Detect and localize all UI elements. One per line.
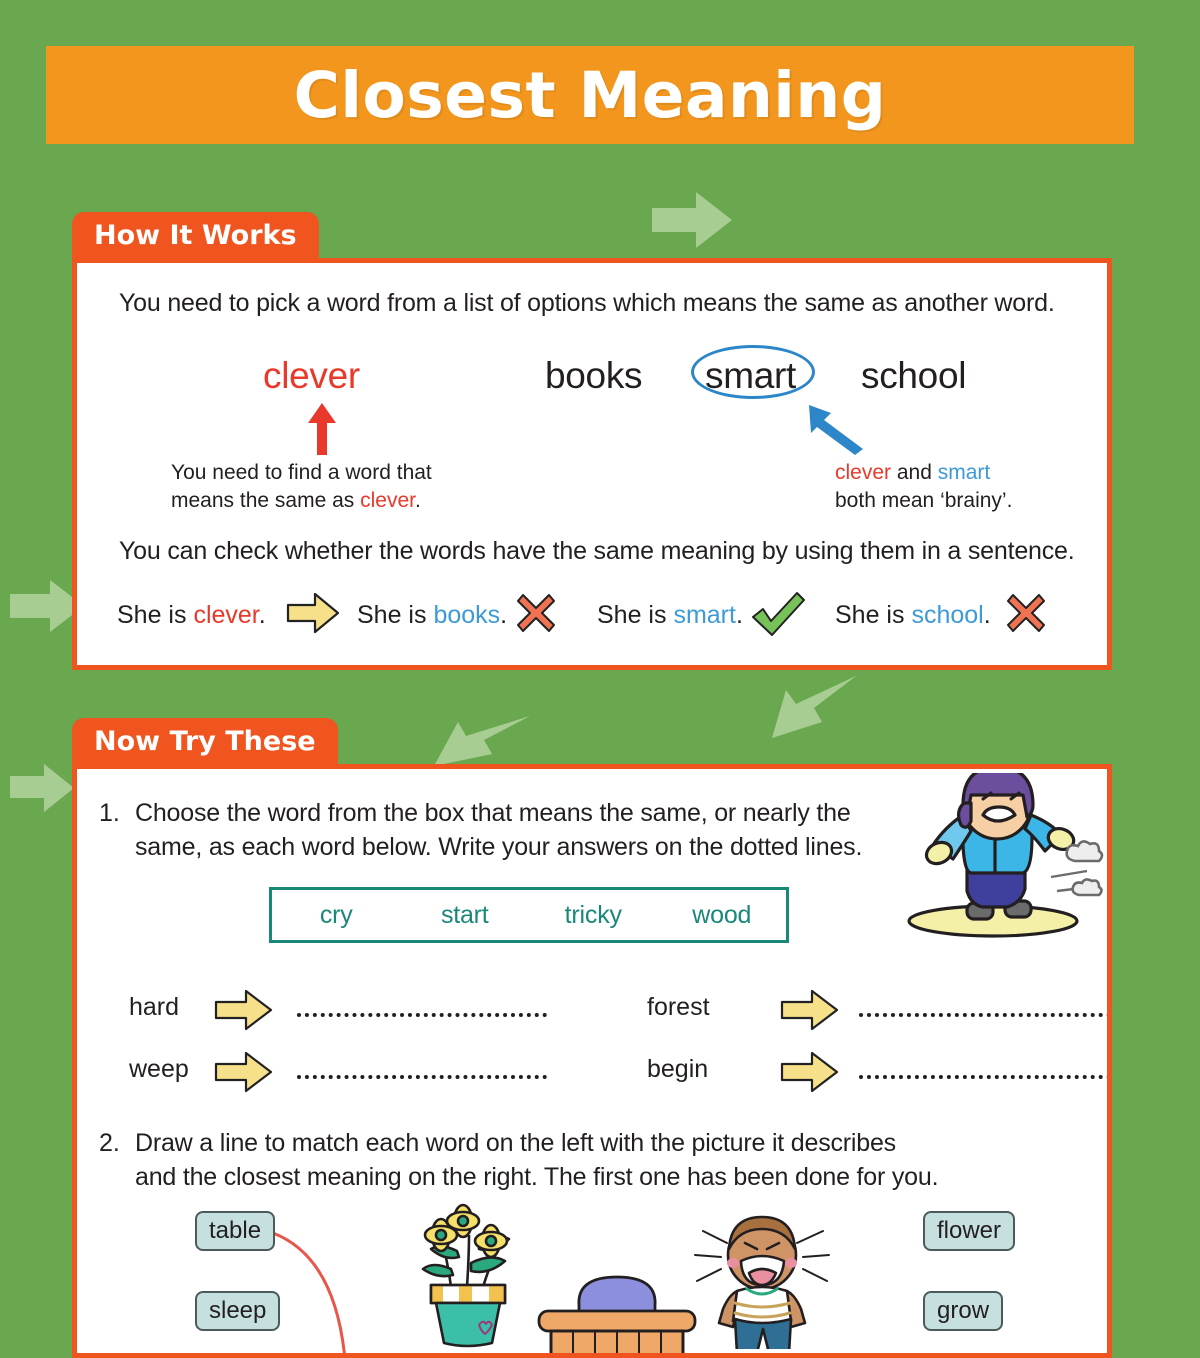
- exercise-prompt-word: hard: [129, 993, 180, 1021]
- yellow-arrow-icon: [213, 1049, 275, 1100]
- section-tab-label: How It Works: [94, 219, 297, 251]
- laughing-child-illustration: [689, 1199, 839, 1354]
- example-sentences-row: [117, 599, 1127, 645]
- word-bank-item: start: [440, 900, 489, 929]
- cross-icon: [515, 591, 557, 640]
- question-1-line1: Choose the word from the box that means the same, or nearly the: [135, 799, 851, 827]
- match-word-grow[interactable]: grow: [923, 1291, 1003, 1331]
- snowboarder-illustration: [875, 773, 1105, 948]
- blue-pointer-arrow-icon: [807, 403, 865, 460]
- decorative-arrow-icon: [8, 762, 76, 814]
- page-title-banner: [46, 46, 1134, 144]
- flower-pot-illustration: [407, 1199, 527, 1354]
- section-tab-label: Now Try These: [94, 725, 316, 757]
- exercise-row: [129, 1049, 1112, 1111]
- matching-exercise: [77, 1199, 1107, 1358]
- option-word-school: school: [861, 355, 967, 396]
- annotation-left-line2-prefix: means the same as: [171, 488, 361, 512]
- annotation-right-mid: and: [891, 461, 938, 484]
- example-sentence-2: She is books.: [357, 601, 508, 629]
- question-2-line1: Draw a line to match each word on the left with the picture it describes: [135, 1129, 896, 1157]
- option-word-smart: smart: [705, 355, 797, 396]
- word-bank-item: wood: [692, 900, 752, 929]
- tick-icon: [747, 591, 807, 642]
- annotation-right-word1: clever: [835, 461, 892, 484]
- section-tab-now-try-these: [72, 718, 338, 764]
- word-bank-item: tricky: [564, 900, 622, 929]
- annotation-left-word: clever: [360, 488, 415, 512]
- exercise-row: [129, 987, 1112, 1049]
- exercise-prompt-word: forest: [647, 993, 710, 1021]
- decorative-arrow-icon: [650, 190, 734, 250]
- yellow-arrow-icon: [779, 987, 841, 1038]
- match-word-sleep[interactable]: sleep: [195, 1291, 280, 1331]
- question-1: [99, 797, 959, 864]
- yellow-arrow-icon: [213, 987, 275, 1038]
- example-options-row: [77, 351, 1107, 407]
- section-tab-how-it-works: [72, 212, 319, 258]
- exercise-prompt-word: weep: [129, 1055, 189, 1083]
- question-1-number: 1.: [99, 799, 120, 827]
- option-word-books: books: [545, 355, 643, 396]
- annotation-left: [171, 459, 501, 514]
- question-2: [99, 1127, 1059, 1194]
- exercise-prompt-word: begin: [647, 1055, 709, 1083]
- red-pointer-arrow-icon: [307, 403, 337, 460]
- question-1-line2: same, as each word below. Write your answers on the dotted lines.: [135, 832, 863, 861]
- how-it-works-panel: [72, 258, 1112, 670]
- example-sentence-3: She is smart.: [597, 601, 743, 629]
- how-it-works-intro: You need to pick a word from a list of options which means the same as another word.: [119, 289, 1055, 317]
- annotation-right-line2: both mean ‘brainy’.: [835, 488, 1013, 512]
- match-word-table[interactable]: table: [195, 1211, 275, 1251]
- annotation-left-line2-suffix: .: [414, 488, 421, 512]
- question-2-number: 2.: [99, 1129, 120, 1157]
- annotation-left-line1: You need to find a word that: [171, 461, 432, 484]
- decorative-arrow-icon: [428, 714, 532, 770]
- decorative-arrow-icon: [762, 672, 858, 742]
- cross-icon: [1005, 591, 1047, 640]
- question-1-text: [135, 797, 862, 864]
- yellow-arrow-icon: [779, 1049, 841, 1100]
- how-it-works-check-text: You can check whether the words have the same meaning by using them in a sentence.: [119, 537, 1075, 565]
- example-sentence-4: She is school.: [835, 601, 991, 629]
- answer-line-hard[interactable]: [297, 1013, 547, 1017]
- answer-line-forest[interactable]: [859, 1013, 1111, 1017]
- yellow-arrow-icon: [285, 591, 341, 640]
- now-try-these-panel: [72, 764, 1112, 1358]
- example-sentence-1: She is clever.: [117, 601, 266, 629]
- word-bank: [269, 887, 789, 943]
- desk-and-chair-illustration: [527, 1259, 707, 1358]
- question-2-line2: and the closest meaning on the right. The first one has been done for you.: [135, 1162, 939, 1191]
- annotation-right-word2: smart: [937, 461, 991, 484]
- annotation-right: [835, 459, 1095, 514]
- option-word-clever: clever: [263, 355, 360, 396]
- answer-line-begin[interactable]: [859, 1075, 1111, 1079]
- match-word-flower[interactable]: flower: [923, 1211, 1015, 1251]
- question-2-text: [135, 1127, 938, 1194]
- page-title: Closest Meaning: [293, 58, 887, 132]
- word-bank-item: cry: [319, 900, 353, 929]
- exercise-grid: [129, 987, 1112, 1111]
- answer-line-weep[interactable]: [297, 1075, 547, 1079]
